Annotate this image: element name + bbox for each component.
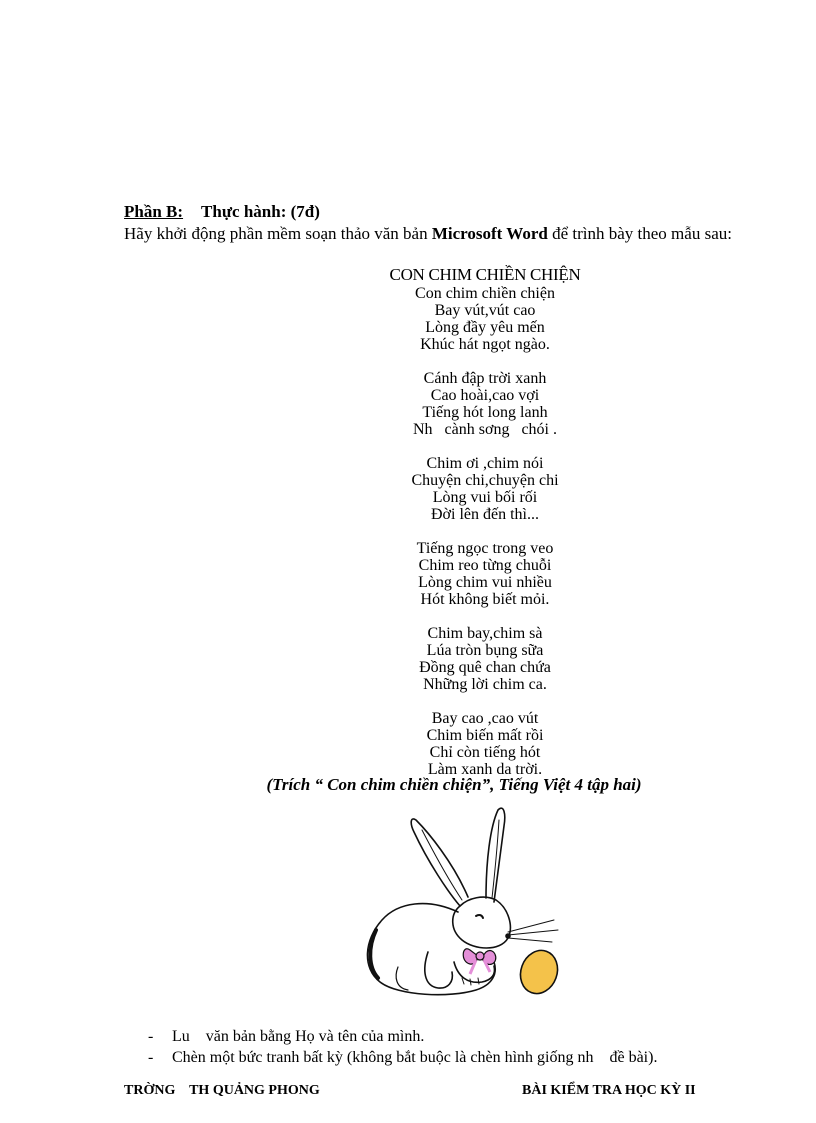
poem-line: Chim reo từng chuỗi — [418, 557, 552, 574]
section-heading — [124, 202, 320, 222]
task-dash: - — [148, 1028, 154, 1045]
poem-line: Cao hoài,cao vợi — [430, 387, 540, 404]
footer-exam-title: BÀI KIỂM TRA HỌC KỲ II — [522, 1083, 696, 1098]
instruction-paragraph — [124, 224, 774, 244]
poem-stanza-4 — [230, 540, 740, 608]
poem-line: Chỉ còn tiếng hót — [429, 744, 541, 761]
poem-stanza-3 — [230, 455, 740, 523]
poem-line: Tiếng hót long lanh — [422, 404, 548, 421]
software-name: Microsoft Word — [431, 224, 548, 243]
task-text: Lu văn bản bằng Họ và tên của mình. — [172, 1028, 425, 1045]
golden-egg — [515, 945, 564, 999]
rabbit-head — [453, 897, 511, 948]
task-item — [148, 1026, 657, 1047]
footer-school: TRỜNG TH QUẢNG PHONG — [124, 1083, 320, 1098]
poem-citation: (Trích “ Con chim chiền chiện”, Tiếng Việt 4 tập hai) — [266, 775, 642, 794]
poem-line: Con chim chiền chiện — [415, 285, 555, 302]
rabbit-body — [367, 904, 495, 995]
instruction-text-before: Hãy khởi động phần mềm soạn thảo văn bản — [124, 224, 432, 243]
poem-line: Lúa tròn bụng sữa — [426, 642, 544, 659]
poem-stanza-2 — [230, 370, 740, 438]
task-item — [148, 1047, 657, 1068]
task-text: Chèn một bức tranh bất kỳ (không bắt buộc là chèn hình giống nh đề bài). — [172, 1049, 658, 1066]
section-title: Thực hành: (7đ) — [201, 202, 320, 221]
poem-line: Chim biến mất rồi — [426, 727, 544, 744]
poem — [230, 265, 740, 778]
section-part-label: Phần B: — [124, 202, 184, 221]
poem-line: Đời lên đến thì... — [431, 506, 539, 523]
poem-title: CON CHIM CHIỀN CHIỆN — [389, 265, 581, 284]
poem-line: Nh cành sơng chói . — [413, 421, 557, 438]
poem-line: Làm xanh da trời. — [427, 761, 543, 778]
poem-stanza-1 — [230, 285, 740, 353]
poem-stanza-5 — [230, 625, 740, 693]
ribbon-bow — [463, 949, 496, 974]
poem-line: Chuyện chi,chuyện chi — [411, 472, 559, 489]
poem-line: Đồng quê chan chứa — [419, 659, 551, 676]
poem-line: Bay vút,vút cao — [434, 302, 536, 319]
poem-line: Những lời chim ca. — [423, 676, 547, 693]
poem-line: Cánh đập trời xanh — [423, 370, 547, 387]
task-dash: - — [148, 1049, 154, 1066]
poem-line: Chim bay,chim sà — [427, 625, 543, 642]
poem-line: Bay cao ,cao vút — [431, 710, 539, 727]
poem-line: Tiếng ngọc trong veo — [416, 540, 554, 557]
poem-line: Lòng đầy yêu mến — [425, 319, 545, 336]
task-list — [148, 1026, 657, 1068]
poem-stanza-6 — [230, 710, 740, 778]
poem-line: Lòng vui bối rối — [432, 489, 538, 506]
rabbit-ear-right — [486, 808, 505, 902]
poem-line: Khúc hát ngọt ngào. — [420, 336, 550, 353]
poem-line: Hót không biết mỏi. — [420, 591, 550, 608]
rabbit-with-egg-illustration — [358, 802, 568, 1002]
poem-line: Lòng chim vui nhiều — [418, 574, 552, 591]
instruction-text-after: để trình bày theo mẫu sau: — [547, 224, 732, 243]
poem-line: Chim ơi ,chim nói — [426, 455, 544, 472]
